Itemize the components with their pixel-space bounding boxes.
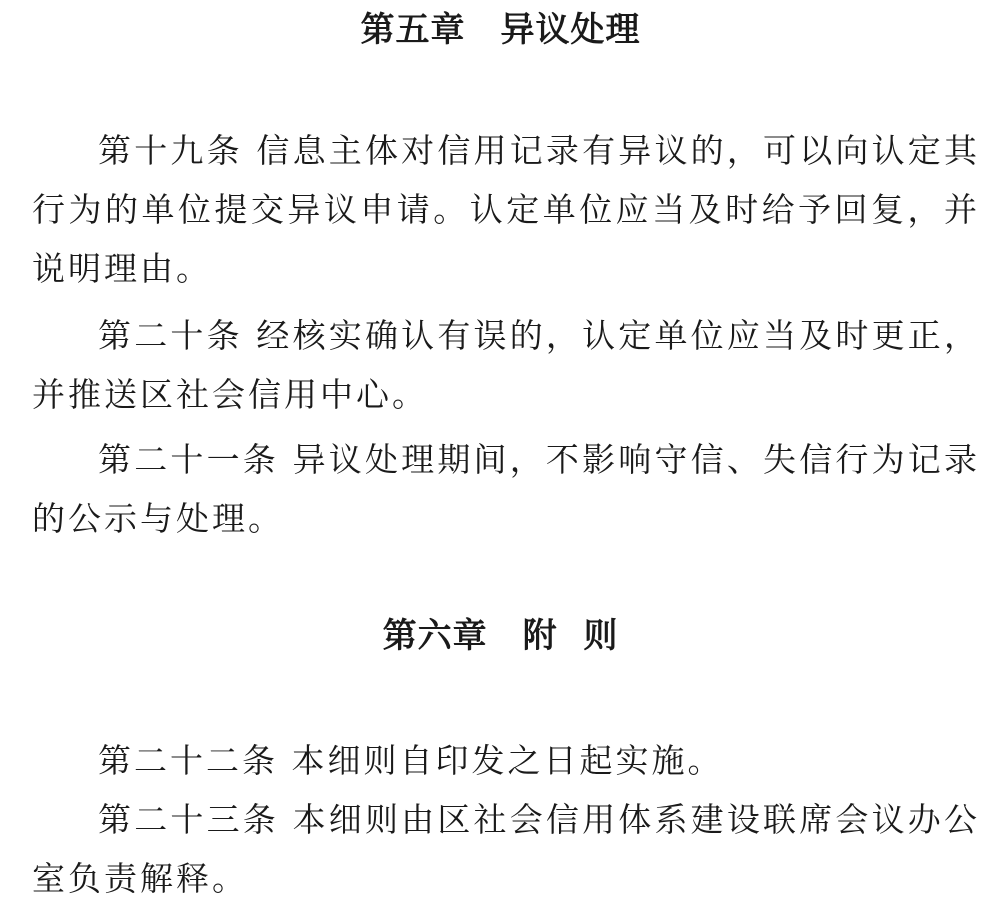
article-paragraph: 第二十条 经核实确认有误的，认定单位应当及时更正，并推送区社会信用中心。 <box>32 316 980 414</box>
chapter-title: 第五章 异议处理 <box>360 10 641 50</box>
chapter-title: 第六章 附 则 <box>382 616 619 656</box>
article-paragraph: 第二十一条 异议处理期间，不影响守信、失信行为记录的公示与处理。 <box>32 440 980 538</box>
article-paragraph: 第二十三条 本细则由区社会信用体系建设联席会议办公室负责解释。 <box>32 800 980 898</box>
article-paragraph: 第十九条 信息主体对信用记录有异议的，可以向认定其行为的单位提交异议申请。认定单位应当及时给予回复，并说明理由。 <box>32 131 980 288</box>
article-paragraph: 第二十二条 本细则自印发之日起实施。 <box>98 741 724 780</box>
